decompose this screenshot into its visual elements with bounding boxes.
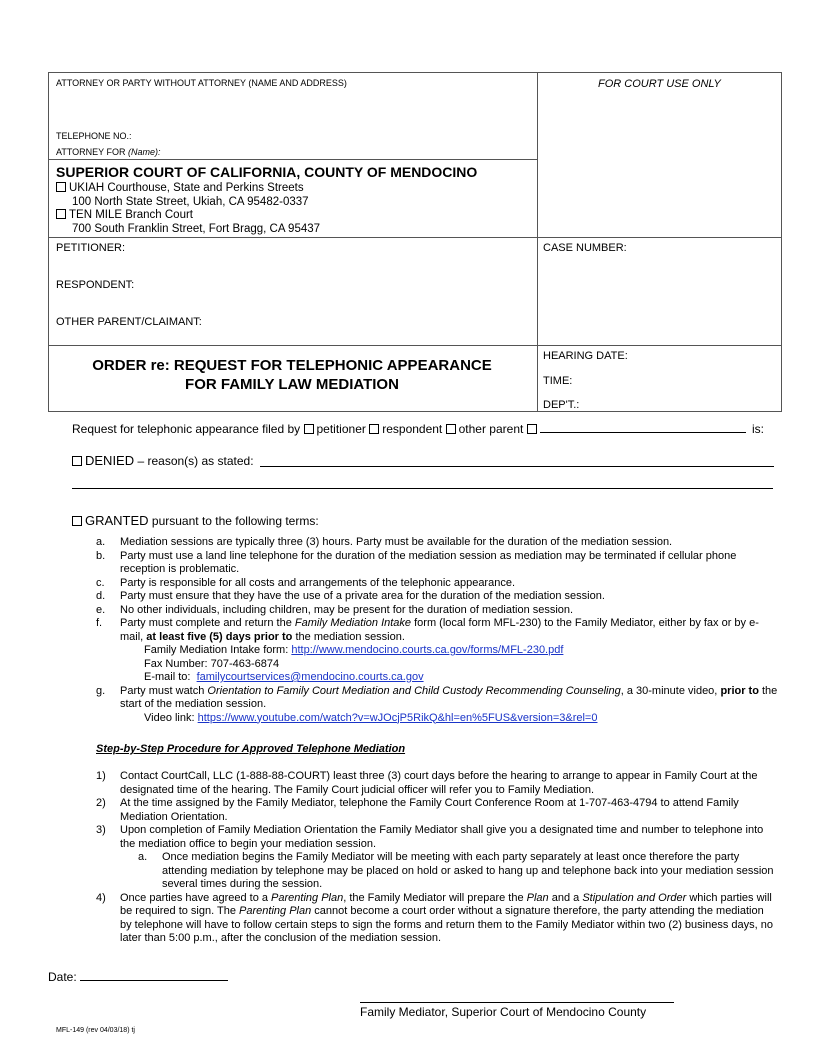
- term-f-fax: Fax Number: 707-463-6874: [144, 657, 280, 670]
- courthouse1: [56, 182, 304, 194]
- court-use-label: FOR COURT USE ONLY: [598, 78, 721, 90]
- procedure-list: [96, 770, 778, 946]
- step-4-text4: which parties will be required to sign. The: [120, 891, 772, 917]
- term-f-text1: Party must complete and return the: [120, 617, 292, 629]
- attorney-label: ATTORNEY OR PARTY WITHOUT ATTORNEY (NAME AND ADDRESS): [56, 78, 347, 88]
- order-title: [48, 356, 536, 394]
- email-label: E-mail to:: [144, 671, 191, 683]
- denied-text: – reason(s) as stated:: [137, 454, 254, 468]
- courthouse2-name: TEN MILE Branch Court: [69, 209, 193, 221]
- intake-label: Family Mediation Intake form:: [144, 644, 289, 656]
- video-label: Video link:: [144, 711, 195, 724]
- step-3: 3) Upon completion of Family Mediation Orientation the Family Mediator shall give you a designated time and number to telephone into the mediation office to begin your mediation session.: [96, 824, 764, 850]
- term-f-italic: Family Mediation Intake: [294, 617, 412, 629]
- term-c: c. Party is responsible for all costs and arrangements of the telephonic appearance.: [96, 576, 516, 589]
- terms-list: [96, 536, 778, 725]
- form-id: MFL-149 (rev 04/03/18) tj: [56, 1027, 135, 1034]
- step-3-text: Upon completion of Family Mediation Orientation the Family Mediator shall give you a designated time and number to telephone into the mediation office to begin your mediation session.: [120, 824, 764, 850]
- date-field: [48, 970, 228, 984]
- term-g: g. Party must watch Orientation to Family Court Mediation and Child Custody Recommending Counseling, a 30-minute video, prior to the start of the mediation session.: [96, 684, 778, 710]
- term-f-bold: at least five (5) days prior to: [146, 630, 293, 643]
- term-a-text: Mediation sessions are typically three (3) hours. Party must be available for the duration of the mediation session.: [120, 536, 673, 548]
- step-4-text3: and a: [551, 891, 580, 904]
- ten-mile-checkbox[interactable]: [56, 209, 66, 219]
- step-1: 1) Contact CourtCall, LLC (1-888-88-COURT) least three (3) court days before the hearing to arrange to appear in Family Court at the designated time of the hearing. The Family Court judicial officer will refer you to Family Mediation.: [96, 770, 758, 796]
- telephone-label: TELEPHONE NO.:: [56, 131, 132, 141]
- step-4: 4) Once parties have agreed to a Parenting Plan, the Family Mediator will prepare the Plan and a Stipulation and Order which parties will be required to sign. The Parenting Plan cannot become a court order without a signature therefore, the party attending the mediation by telephone will have to follow certain steps to sign the forms and return them to the Family Mediator within two (2) business days, no later than 5:00 p.m., after the conclusion of the mediation session.: [96, 891, 773, 944]
- attorney-court-divider: [48, 159, 537, 160]
- signature-line[interactable]: [360, 1002, 674, 1003]
- term-g-text1: Party must watch: [120, 684, 205, 697]
- term-e-text: No other individuals, including children, may be present for the duration of mediation session.: [120, 603, 574, 616]
- other-checkbox[interactable]: [527, 424, 537, 434]
- procedure-heading: Step-by-Step Procedure for Approved Telephone Mediation: [96, 743, 406, 755]
- respondent-label: RESPONDENT:: [56, 279, 135, 291]
- other-parent-checkbox[interactable]: [446, 424, 456, 434]
- ukiah-checkbox[interactable]: [56, 182, 66, 192]
- attorney-for-label: [56, 147, 161, 157]
- attorney-for-name: (Name):: [128, 147, 161, 157]
- term-g-text3: the start of the mediation session.: [120, 684, 778, 710]
- denied-reason-line1[interactable]: [260, 466, 774, 467]
- step-1-text: Contact CourtCall, LLC (1-888-88-COURT) least three (3) court days before the hearing to arrange to appear in Family Court at the designated time of the hearing. The Family Court judicial officer will refer you to Family Mediation.: [120, 770, 758, 796]
- courthouse2-address: 700 South Franklin Street, Fort Bragg, CA 95437: [72, 223, 321, 235]
- step-4-italic1: Parenting Plan: [271, 891, 344, 904]
- request-prefix: Request for telephonic appearance filed by: [72, 422, 301, 436]
- step-4-italic4: Parenting Plan: [239, 905, 312, 917]
- email-link[interactable]: familycourtservices@mendocino.courts.ca.gov: [196, 671, 424, 683]
- step-3a: a. Once mediation begins the Family Mediator will be meeting with each party separately at least once therefore the party attending mediation by telephone may be placed on hold or asked to hang up and telephone back into your mediation session several times during the session.: [138, 851, 774, 890]
- denied-reason-line2[interactable]: [72, 488, 773, 489]
- term-g-text2: , a 30-minute video,: [620, 684, 718, 697]
- term-b: b. Party must use a land line telephone for the duration of the mediation session as mediation may be terminated if cellular phone reception is problematic.: [96, 549, 737, 575]
- granted-text: pursuant to the following terms:: [151, 514, 319, 528]
- term-f-text2: form (local form MFL-230) to the Family Mediator, either by fax or by e-mail,: [120, 617, 759, 643]
- request-suffix: is:: [752, 422, 765, 436]
- step-4-text2: , the Family Mediator will prepare the: [343, 891, 524, 904]
- date-blank[interactable]: [80, 970, 228, 981]
- petitioner-label: PETITIONER:: [56, 242, 126, 254]
- step-4-italic2: Plan: [526, 891, 549, 904]
- step-4-italic3: Stipulation and Order: [582, 891, 687, 904]
- request-line: [72, 422, 764, 436]
- petitioner-option: petitioner: [316, 422, 366, 436]
- video-link[interactable]: https://www.youtube.com/watch?v=wJOcjP5RikQ&hl=en%5FUS&version=3&rel=0: [197, 711, 598, 724]
- term-c-text: Party is responsible for all costs and arrangements of the telephonic appearance.: [120, 576, 516, 589]
- attorney-for-text: ATTORNEY FOR: [56, 147, 126, 157]
- term-g-bold: prior to: [720, 684, 759, 697]
- intake-form-link[interactable]: http://www.mendocino.courts.ca.gov/forms/MFL-230.pdf: [291, 644, 564, 656]
- denied-line: [72, 453, 254, 468]
- date-label: Date:: [48, 970, 77, 984]
- denied-label: DENIED: [85, 453, 135, 468]
- term-f-intake: [96, 644, 778, 658]
- other-blank[interactable]: [540, 422, 746, 433]
- granted-checkbox[interactable]: [72, 516, 82, 526]
- hearing-date-label: HEARING DATE:: [543, 350, 628, 362]
- respondent-option: respondent: [382, 422, 443, 436]
- step-4-text5: cannot become a court order without a signature therefore, the party attending the mediation by telephone will have to follow certain steps to sign the forms and return them to the Family Mediator within two (2) business days, no later than 5:00 p.m., after the conclusion of the mediation session.: [120, 905, 773, 944]
- other-parent-option: other parent: [458, 422, 524, 436]
- term-g-video: [96, 712, 778, 726]
- term-f-text3: the mediation session.: [295, 630, 405, 643]
- step-2: 2) At the time assigned by the Family Mediator, telephone the Family Court Conference Room at 1-707-463-4794 to attend Family Mediation Orientation.: [96, 797, 739, 823]
- respondent-checkbox[interactable]: [369, 424, 379, 434]
- order-title-line1: ORDER re: REQUEST FOR TELEPHONIC APPEARANCE: [92, 357, 492, 374]
- step-4-text1: Once parties have agreed to a: [120, 891, 268, 904]
- term-b-text: Party must use a land line telephone for the duration of the mediation session as mediation may be terminated if cellular phone reception is problematic.: [120, 549, 737, 575]
- courthouse1-name: UKIAH Courthouse, State and Perkins Streets: [69, 182, 304, 194]
- term-e: e. No other individuals, including children, may be present for the duration of mediation session.: [96, 603, 574, 616]
- courthouse1-address: 100 North State Street, Ukiah, CA 95482-0337: [72, 196, 309, 208]
- granted-line: [72, 513, 319, 528]
- term-a: a. Mediation sessions are typically three (3) hours. Party must be available for the duration of the mediation session.: [96, 536, 673, 548]
- case-number-label: CASE NUMBER:: [543, 242, 627, 254]
- court-use-box: [537, 72, 782, 238]
- courthouse2: [56, 209, 193, 221]
- step-3a-text: Once mediation begins the Family Mediator will be meeting with each party separately at least once therefore the party attending mediation by telephone may be placed on hold or asked to hang up and telephone back into your mediation session several times during the session.: [162, 851, 774, 890]
- term-f: f. Party must complete and return the Family Mediation Intake form (local form MFL-230) to the Family Mediator, either by fax or by e-mail, at least five (5) days prior to the mediation session.: [96, 617, 759, 643]
- order-title-line2: FOR FAMILY LAW MEDIATION: [185, 376, 399, 393]
- time-label: TIME:: [543, 375, 573, 387]
- step-2-text: At the time assigned by the Family Mediator, telephone the Family Court Conference Room at 1-707-463-4794 to attend Family Mediation Orientation.: [120, 797, 739, 823]
- granted-label: GRANTED: [85, 513, 149, 528]
- term-f-email: [96, 671, 778, 685]
- term-d: d. Party must ensure that they have the use of a private area for the duration of the mediation session.: [96, 590, 605, 602]
- denied-checkbox[interactable]: [72, 456, 82, 466]
- other-parent-label: OTHER PARENT/CLAIMANT:: [56, 316, 202, 328]
- term-d-text: Party must ensure that they have the use of a private area for the duration of the mediation session.: [120, 590, 605, 602]
- term-g-italic: Orientation to Family Court Mediation and Child Custody Recommending Counseling: [207, 684, 621, 697]
- petitioner-checkbox[interactable]: [304, 424, 314, 434]
- dept-label: DEP'T.:: [543, 399, 580, 411]
- court-name: SUPERIOR COURT OF CALIFORNIA, COUNTY OF MENDOCINO: [56, 164, 478, 180]
- signature-label: Family Mediator, Superior Court of Mendocino County: [360, 1005, 647, 1019]
